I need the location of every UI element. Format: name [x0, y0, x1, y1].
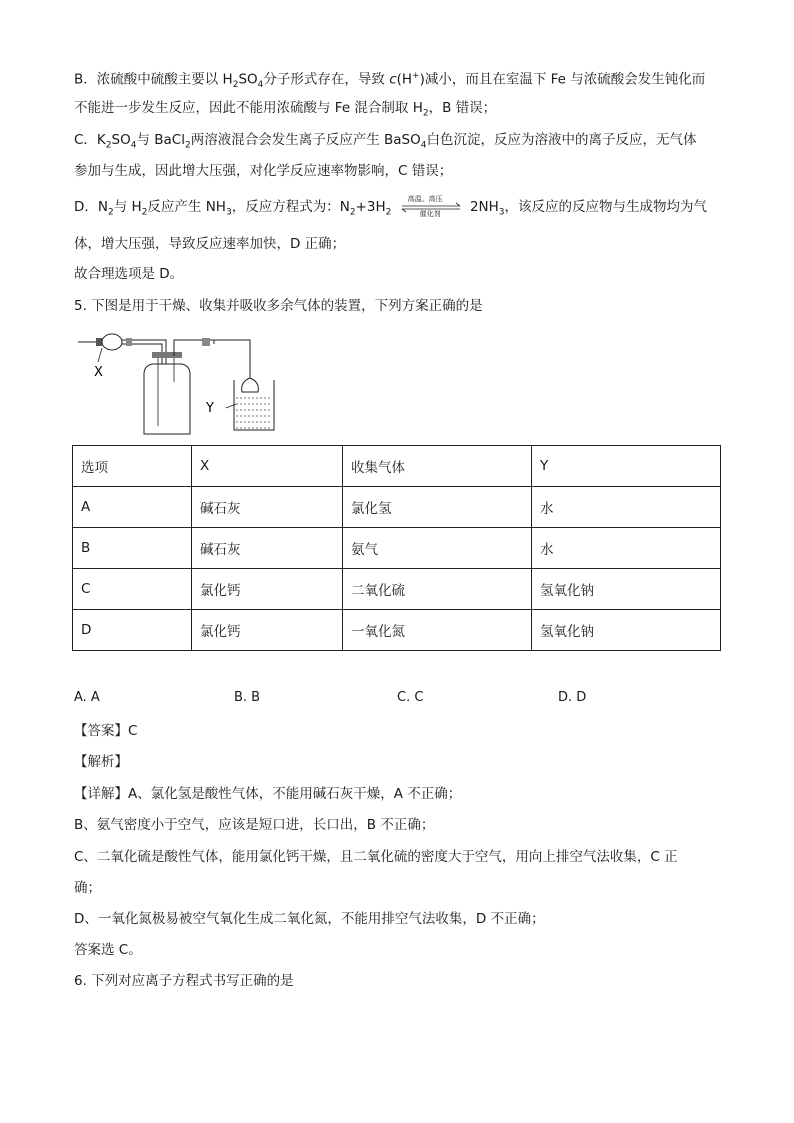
- answer-conclusion: 答案选 C。: [74, 942, 142, 958]
- detail-tag: 【详解】: [74, 786, 128, 802]
- answer-line: [74, 721, 137, 741]
- answer-tag: 【答案】: [74, 723, 128, 739]
- table-cell: 氨气: [343, 528, 532, 569]
- analysis-line-c1: C．$K_2SO_4$与 BaCl$_2$两溶液混合会发生离子反应产生 BaSO$_4$白色沉淀，反应为溶液中的离子反应，无气体: [74, 132, 697, 151]
- table-cell: 水: [532, 487, 721, 528]
- table-cell: 碱石灰: [192, 487, 343, 528]
- analysis-line-d1: D．$N_2$与 $H_2$反应产生 $NH_3$，反应方程式为：$N_2+3H_2$ 高温、高压 催化剂 $2NH_3$，该反应的反应物与生成物均为气: [74, 195, 708, 218]
- table-cell: 水: [532, 528, 721, 569]
- table-header-cell: 选项: [73, 446, 192, 487]
- choice-a: A. A: [74, 690, 100, 705]
- beaker-icon: [226, 370, 274, 430]
- table-cell: D: [73, 610, 192, 651]
- table-cell: 碱石灰: [192, 528, 343, 569]
- detail-line-c1: C、二氧化硫是酸性气体，能用氯化钙干燥，且二氧化硫的密度大于空气，用向上排空气法收集，C 正: [74, 849, 678, 865]
- table-cell: 二氧化硫: [343, 569, 532, 610]
- table-cell: 氢氧化钠: [532, 569, 721, 610]
- table-cell: 氯化钙: [192, 569, 343, 610]
- drying-tube-icon: [78, 334, 154, 362]
- table-cell: 氯化钙: [192, 610, 343, 651]
- question-6-title: 6. 下列对应离子方程式书写正确的是: [74, 973, 294, 989]
- question-5-title: 5. 下图是用于干燥、收集并吸收多余气体的装置，下列方案正确的是: [74, 298, 483, 314]
- options-table: [72, 445, 721, 651]
- table-header-cell: X: [192, 446, 343, 487]
- analysis-tag: 【解析】: [74, 754, 128, 770]
- detail-line-c2: 确；: [74, 880, 101, 896]
- analysis-line-b2: 不能进一步发生反应，因此不能用浓硫酸与 Fe 混合制取 $H_2$，B 错误；: [74, 100, 497, 119]
- label-x: X: [94, 365, 103, 380]
- table-row: [73, 487, 721, 528]
- detail-line-b: B、氨气密度小于空气，应该是短口进，长口出，B 不正确；: [74, 817, 435, 833]
- table-cell: 氯化氢: [343, 487, 532, 528]
- table-row: [73, 569, 721, 610]
- table-cell: A: [73, 487, 192, 528]
- answer-value: C: [128, 723, 138, 739]
- table-row: [73, 610, 721, 651]
- apparatus-diagram: [74, 326, 294, 438]
- analysis-line-d2: 体，增大压强，导致反应速率加快，D 正确；: [74, 236, 346, 252]
- label-y: Y: [206, 401, 214, 416]
- table-cell: 一氧化氮: [343, 610, 532, 651]
- table-header-row: [73, 446, 721, 487]
- table-cell: 氢氧化钠: [532, 610, 721, 651]
- reaction-condition-bottom: 催化剂: [419, 210, 441, 218]
- choice-c: C. C: [397, 690, 424, 705]
- table-row: [73, 528, 721, 569]
- table-cell: C: [73, 569, 192, 610]
- analysis-line-b1: B．浓硫酸中硫酸主要以 $H_2SO_4$分子形式存在，导致 c(H+)减小，而且在室温下 Fe 与浓硫酸会发生钝化而: [74, 71, 706, 91]
- reversible-arrow: [396, 197, 466, 217]
- choice-d: D. D: [558, 690, 587, 705]
- table-header-cell: Y: [532, 446, 721, 487]
- choice-b: B. B: [234, 690, 261, 705]
- reaction-condition-top: 高温、高压: [407, 195, 443, 203]
- table-header-cell: 收集气体: [343, 446, 532, 487]
- analysis-conclusion: 故合理选项是 D。: [74, 266, 184, 282]
- detail-line-a: 【详解】A、氯化氢是酸性气体，不能用碱石灰干燥，A 不正确；: [74, 786, 462, 802]
- analysis-line-c2: 参加与生成，因此增大压强，对化学反应速率物影响，C 错误；: [74, 163, 453, 179]
- table-cell: B: [73, 528, 192, 569]
- detail-line-d: D、一氧化氮极易被空气氧化生成二氧化氮，不能用排空气法收集，D 不正确；: [74, 911, 545, 927]
